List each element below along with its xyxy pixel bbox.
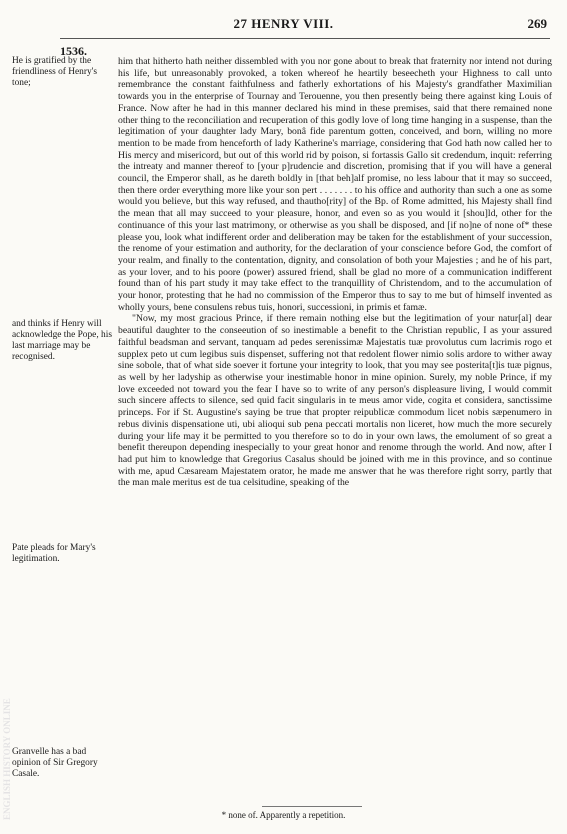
header-rule [60, 38, 550, 39]
margin-note: and thinks if Henry will acknowledge the Pope, his last marriage may be recognised. [12, 319, 112, 362]
paragraph: him that hitherto hath neither dissembled with you nor gone about to break that fraternity nor intend not during his life, but unreasonably provoked, a token whereof he heartily beseecheth your Highness to call unto remembrance the constant faithfulness and fatherly exhortations of his Majesty's grandfather Maximilian towards you in the enterprise of Tournay and Terouenne, you then presently being there against king Louis of France. Now after he had in this manner declared his mind in these premises, said that there remained none other thing to the reconciliation and recuperation of this godly love of long time hanging in a suspense, than the legitimation of your daughter lady Mary, bonâ fide parentum gotten, conceived, and born, willing no more mention to be made from henceforth of lady Katherine's marriage, considering that God hath now called her to His mercy and misericord, but out of this world rid by poison, si fortassis Gallo sit credendum, inquit: referring the intreaty and manner thereof to [your p]rudencie and discretion, promising that if you will have a general council, the Emperor shall, as he dareth boldly in [that beh]alf promise, no less labour that it may so succeed, then there order everything more like your son pert . . . . . . . to his office and authority than such a one as some would you believe, but this way refused, and thautho[rity] of the Bp. of Rome admitted, his Majesty shall find the mean that all may succeed to your pleasure, honor, and even so as you would it [shou]ld, other for the continuance of this your last matrimony, or otherwise as you shall be disposed, and [if no]ne of none of* these please you, look what indifferent order and deliberation may be taken for the establishment of your succession, the renome of your estimation and authority, for the declaration of your conscience before God, the comfort of your realm, and finally to the contentation, dignity, and consolation of both your Majesties ; and he of his part, as your lover, and to his poore (power) assured friend, shall be glad no more of a communication indifferent found than of his part study it may take effect to the tranquillity of Christendom, and to the accumulation of your honor, protesting that he had no commission of the Emperor thus to say to me but of himself invented as wholly yours, bene consulens rebus tuis, honori, successioni, in primis et famæ. [118, 56, 552, 313]
year-label: 1536. [60, 44, 87, 58]
running-head [0, 16, 567, 36]
footnote: * none of. Apparently a repetition. [221, 810, 346, 820]
margin-note: Pate pleads for Mary's legitimation. [12, 543, 96, 564]
margin-note: He is gratified by the friendliness of Henry's tone; [12, 56, 98, 88]
page-number: 269 [527, 16, 547, 31]
watermark-text: ENGLISH HISTORY ONLINE [2, 698, 12, 820]
paragraph: "Now, my most gracious Prince, if there remain nothing else but the legitimation of your natur[al] dear beautiful daughter to the conseeution of so inestimable a benefit to the Christian republic, I as your assured faithful beadsman and servant, tanquam ad pedes serenissimæ Majestatis tuæ provolutus cum lacrimis rogo et supplex peto ut cum legibus suis dispenset, suffering not that redolent flower nimio solis ardore to wither away sine sobole, that of what side soever it fortune your integrity to look, that you may see posterita[t]is tuæ pignus, as well by her ladyship as otherwise your inestimable honor in mine opinion. Surely, my noble Prince, if my love exceeded not toward you the fear I have so to write of any person's displeasure living, I would commit such sincere affects to silence, sed quid facit singularis in te meus amor vide, cogita et considera, sanctissime princeps. For if St. Augustine's saying be true that propter reipublicæ commodum licet nobis sæpenumero in rebus divinis dispensatione uti, ubi alioqui sub pena peccati mortalis non liceret, how much the more securely during your life may it be permitted to you therefore so to do in your own laws, the emolument of so great a benefit thereupon depending inespecially to your great honor and renome through the world. And now, after I had put him to knowledge that Gregorius Casalus should be joined with me in this province, and so continue with me, apud Cæsaream Majestatem orator, he made me answer that he was therefore right sorry, partly that the man male meritus est de tua celsitudine, speaking of the [118, 313, 552, 489]
body-text [118, 56, 552, 489]
margin-note: Granvelle has a bad opinion of Sir Gregory Casale. [12, 747, 98, 779]
footnote-rule [262, 806, 362, 807]
watermark [2, 80, 16, 820]
running-title: 27 HENRY VIII. [233, 16, 334, 31]
